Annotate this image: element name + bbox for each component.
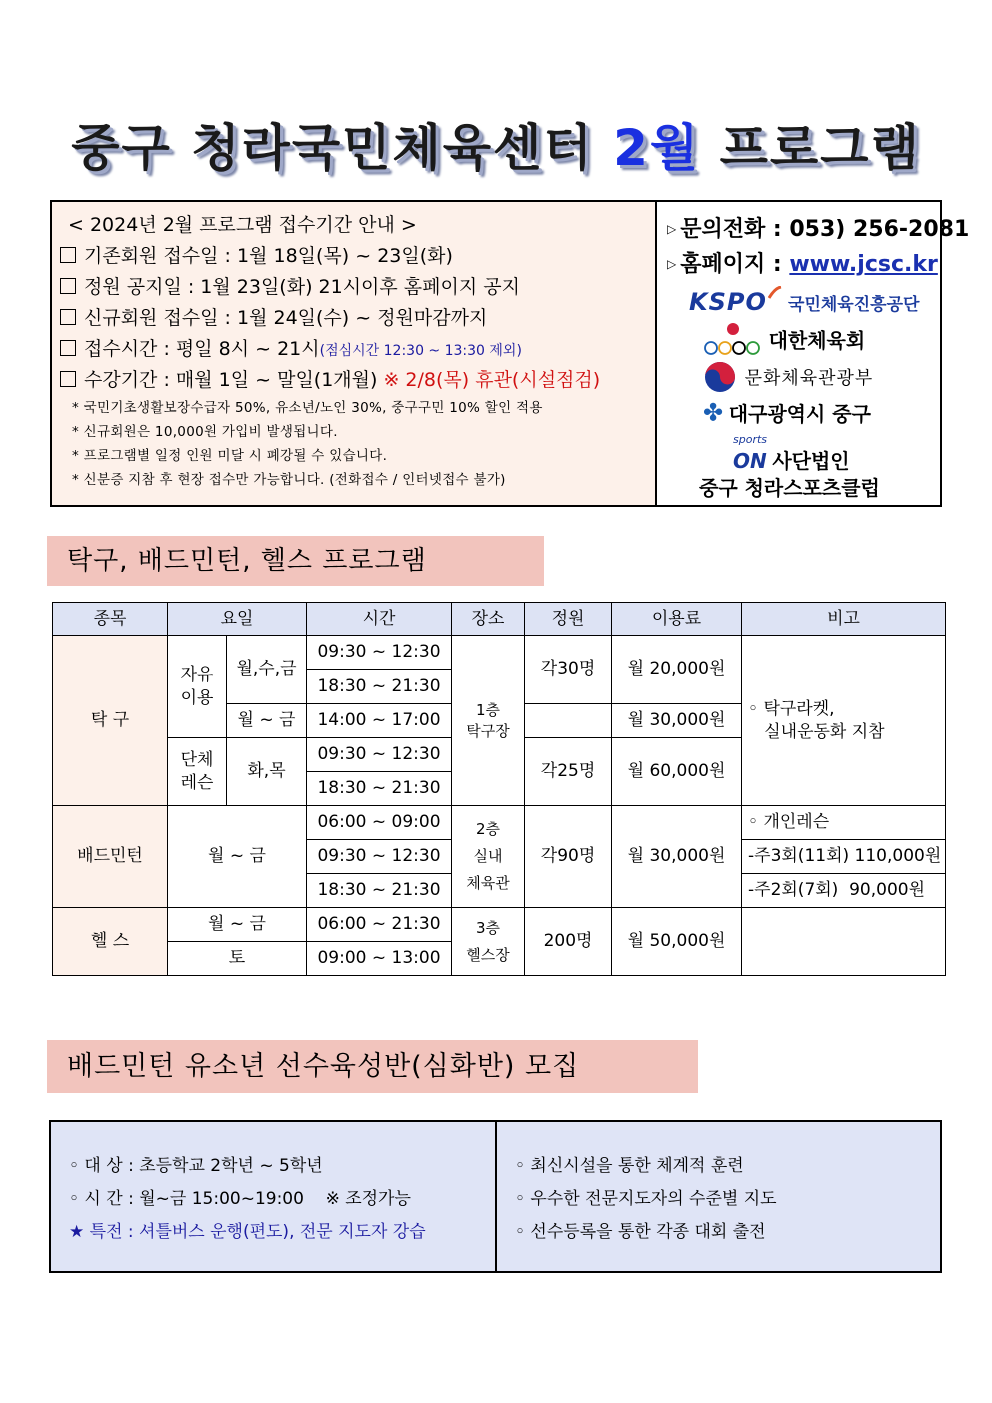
header-fee: 이용료 (612, 603, 742, 636)
header-days: 요일 (168, 603, 307, 636)
fee-cell: 월 60,000원 (612, 738, 742, 806)
lunch-note: (점심시간 12:30 ~ 13:30 제외) (319, 343, 522, 359)
days-cell: 월 ~ 금 (227, 704, 307, 738)
closure-note: ※ 2/8(목) 휴관(시설점검) (383, 369, 601, 391)
note-cell: ◦ 개인레슨 (742, 806, 946, 840)
feature-item: ◦ 선수등록을 통한 각종 대회 출전 (515, 1222, 766, 1242)
days-cell: 월 ~ 금 (168, 806, 307, 908)
time-cell: 09:30 ~ 12:30 (307, 636, 452, 670)
time-cell: 06:00 ~ 09:00 (307, 806, 452, 840)
korea-sports-council-logo: 대한체육회 (703, 322, 865, 356)
sport-badminton: 배드민턴 (53, 806, 168, 908)
place-cell: 3층 헬스장 (452, 908, 525, 976)
group-lesson-label: 단체 레슨 (168, 738, 227, 806)
capacity-cell: 각90명 (525, 806, 612, 908)
place-cell: 2층 실내 체육관 (452, 806, 525, 908)
place-cell: 1층 탁구장 (452, 636, 525, 806)
recruit-time-line: ◦ 시 간 : 월~금 15:00~19:00 ※ 조정가능 (69, 1189, 411, 1209)
daegu-junggu-logo: ✤ 대구광역시 중구 (703, 398, 871, 427)
feature-item: ◦ 최신시설을 통한 체계적 훈련 (515, 1156, 744, 1176)
registration-heading: < 2024년 2월 프로그램 접수기간 안내 > (68, 214, 417, 236)
days-cell: 월,수,금 (227, 636, 307, 704)
registration-info-box (50, 200, 970, 507)
checkbox-icon (60, 371, 76, 387)
time-cell: 09:30 ~ 12:30 (307, 738, 452, 772)
kspo-logo: KSPO 국민체육진흥공단 (689, 288, 920, 316)
contact-panel (657, 202, 970, 505)
triangle-icon: ▷ (667, 257, 677, 271)
new-member-line: 신규회원 접수일 : 1월 24일(수) ~ 정원마감까지 (58, 303, 655, 334)
kspo-swoosh-icon (768, 286, 782, 300)
table-row (53, 908, 946, 942)
period-line: 수강기간 : 매월 1일 ~ 말일(1개월) ※ 2/8(목) 휴관(시설점검) (58, 365, 655, 396)
discount-note: * 국민기초생활보장수급자 50%, 유소년/노인 30%, 중구구민 10% 할인 적용 (72, 400, 543, 416)
fee-note: * 신규회원은 10,000원 가입비 발생됩니다. (72, 424, 338, 440)
header-capacity: 정원 (525, 603, 612, 636)
capacity-cell: 200명 (525, 908, 612, 976)
homepage-line: ▷ 홈페이지 : www.jcsc.kr (667, 252, 938, 277)
club-logo: sports ON 사단법인 (733, 433, 850, 473)
note-cell: ◦ 탁구라켓, 실내운동화 지참 (742, 636, 946, 806)
title-month: 2월 (613, 119, 701, 177)
phone-line: ▷ 문의전화 : 053) 256-2081 (667, 217, 970, 242)
days-cell: 토 (168, 942, 307, 976)
time-cell: 06:00 ~ 21:30 (307, 908, 452, 942)
fee-cell: 월 30,000원 (612, 704, 742, 738)
days-cell: 화,목 (227, 738, 307, 806)
header-note: 비고 (742, 603, 946, 636)
capacity-notice-line: 정원 공지일 : 1월 23일(화) 21시이후 홈페이지 공지 (58, 272, 655, 303)
recruit-benefit: ★ 특전 : 셔틀버스 운행(편도), 전문 지도자 강습 (69, 1222, 426, 1242)
time-cell: 14:00 ~ 17:00 (307, 704, 452, 738)
time-cell: 18:30 ~ 21:30 (307, 670, 452, 704)
recruit-details (51, 1122, 497, 1271)
junggu-emblem-icon: ✤ (703, 398, 724, 427)
ministry-logo: 문화체육관광부 (703, 360, 873, 394)
hours-line: 접수시간 : 평일 8시 ~ 21시(점심시간 12:30 ~ 13:30 제외) (58, 334, 655, 365)
note-cell: -주2회(7회) 90,000원 (742, 874, 946, 908)
registration-schedule (52, 202, 657, 505)
page-title (0, 108, 992, 180)
sport-health: 헬 스 (53, 908, 168, 976)
fee-cell: 월 30,000원 (612, 806, 742, 908)
title-end: 프로그램 (719, 119, 921, 177)
time-cell: 09:30 ~ 12:30 (307, 840, 452, 874)
recruit-section-heading: 배드민턴 유소년 선수육성반(심화반) 모집 (47, 1040, 698, 1093)
program-section-heading: 탁구, 배드민턴, 헬스 프로그램 (47, 536, 544, 586)
title-main: 중구 청라국민체육센터 (71, 119, 594, 177)
time-cell: 09:00 ~ 13:00 (307, 942, 452, 976)
recruit-info-box (49, 1120, 942, 1273)
checkbox-icon (60, 340, 76, 356)
program-table (52, 602, 946, 976)
header-time: 시간 (307, 603, 452, 636)
capacity-cell (525, 704, 612, 738)
existing-member-line: 기존회원 접수일 : 1월 18일(목) ~ 23일(화) (58, 241, 655, 272)
checkbox-icon (60, 278, 76, 294)
note-cell (742, 908, 946, 976)
capacity-cell: 각30명 (525, 636, 612, 704)
header-sport: 종목 (53, 603, 168, 636)
sport-table-tennis: 탁 구 (53, 636, 168, 806)
recruit-target: ◦ 대 상 : 초등학교 2학년 ~ 5학년 (69, 1156, 323, 1176)
time-cell: 18:30 ~ 21:30 (307, 874, 452, 908)
olympic-rings-icon (703, 322, 763, 356)
note-cell: -주3회(11회) 110,000원 (742, 840, 946, 874)
time-cell: 18:30 ~ 21:30 (307, 772, 452, 806)
homepage-link[interactable]: www.jcsc.kr (789, 252, 938, 277)
fee-cell: 월 50,000원 (612, 908, 742, 976)
free-use-label: 자유 이용 (168, 636, 227, 738)
club-mark-icon: ON (733, 449, 767, 473)
table-header-row (53, 603, 946, 636)
taegeuk-icon (703, 360, 739, 394)
checkbox-icon (60, 309, 76, 325)
capacity-cell: 각25명 (525, 738, 612, 806)
header-place: 장소 (452, 603, 525, 636)
club-name: 중구 청라스포츠클럽 (699, 476, 880, 500)
days-cell: 월 ~ 금 (168, 908, 307, 942)
recruit-features (497, 1122, 940, 1271)
table-row (53, 636, 946, 670)
recruit-time-note: ※ 조정가능 (325, 1189, 411, 1209)
checkbox-icon (60, 247, 76, 263)
feature-item: ◦ 우수한 전문지도자의 수준별 지도 (515, 1189, 777, 1209)
table-row (53, 806, 946, 840)
cancel-note: * 프로그램별 일정 인원 미달 시 폐강될 수 있습니다. (72, 448, 388, 464)
id-note: * 신분증 지참 후 현장 접수만 가능합니다. (전화접수 / 인터넷접수 불가) (72, 472, 506, 488)
triangle-icon: ▷ (667, 222, 677, 236)
fee-cell: 월 20,000원 (612, 636, 742, 704)
